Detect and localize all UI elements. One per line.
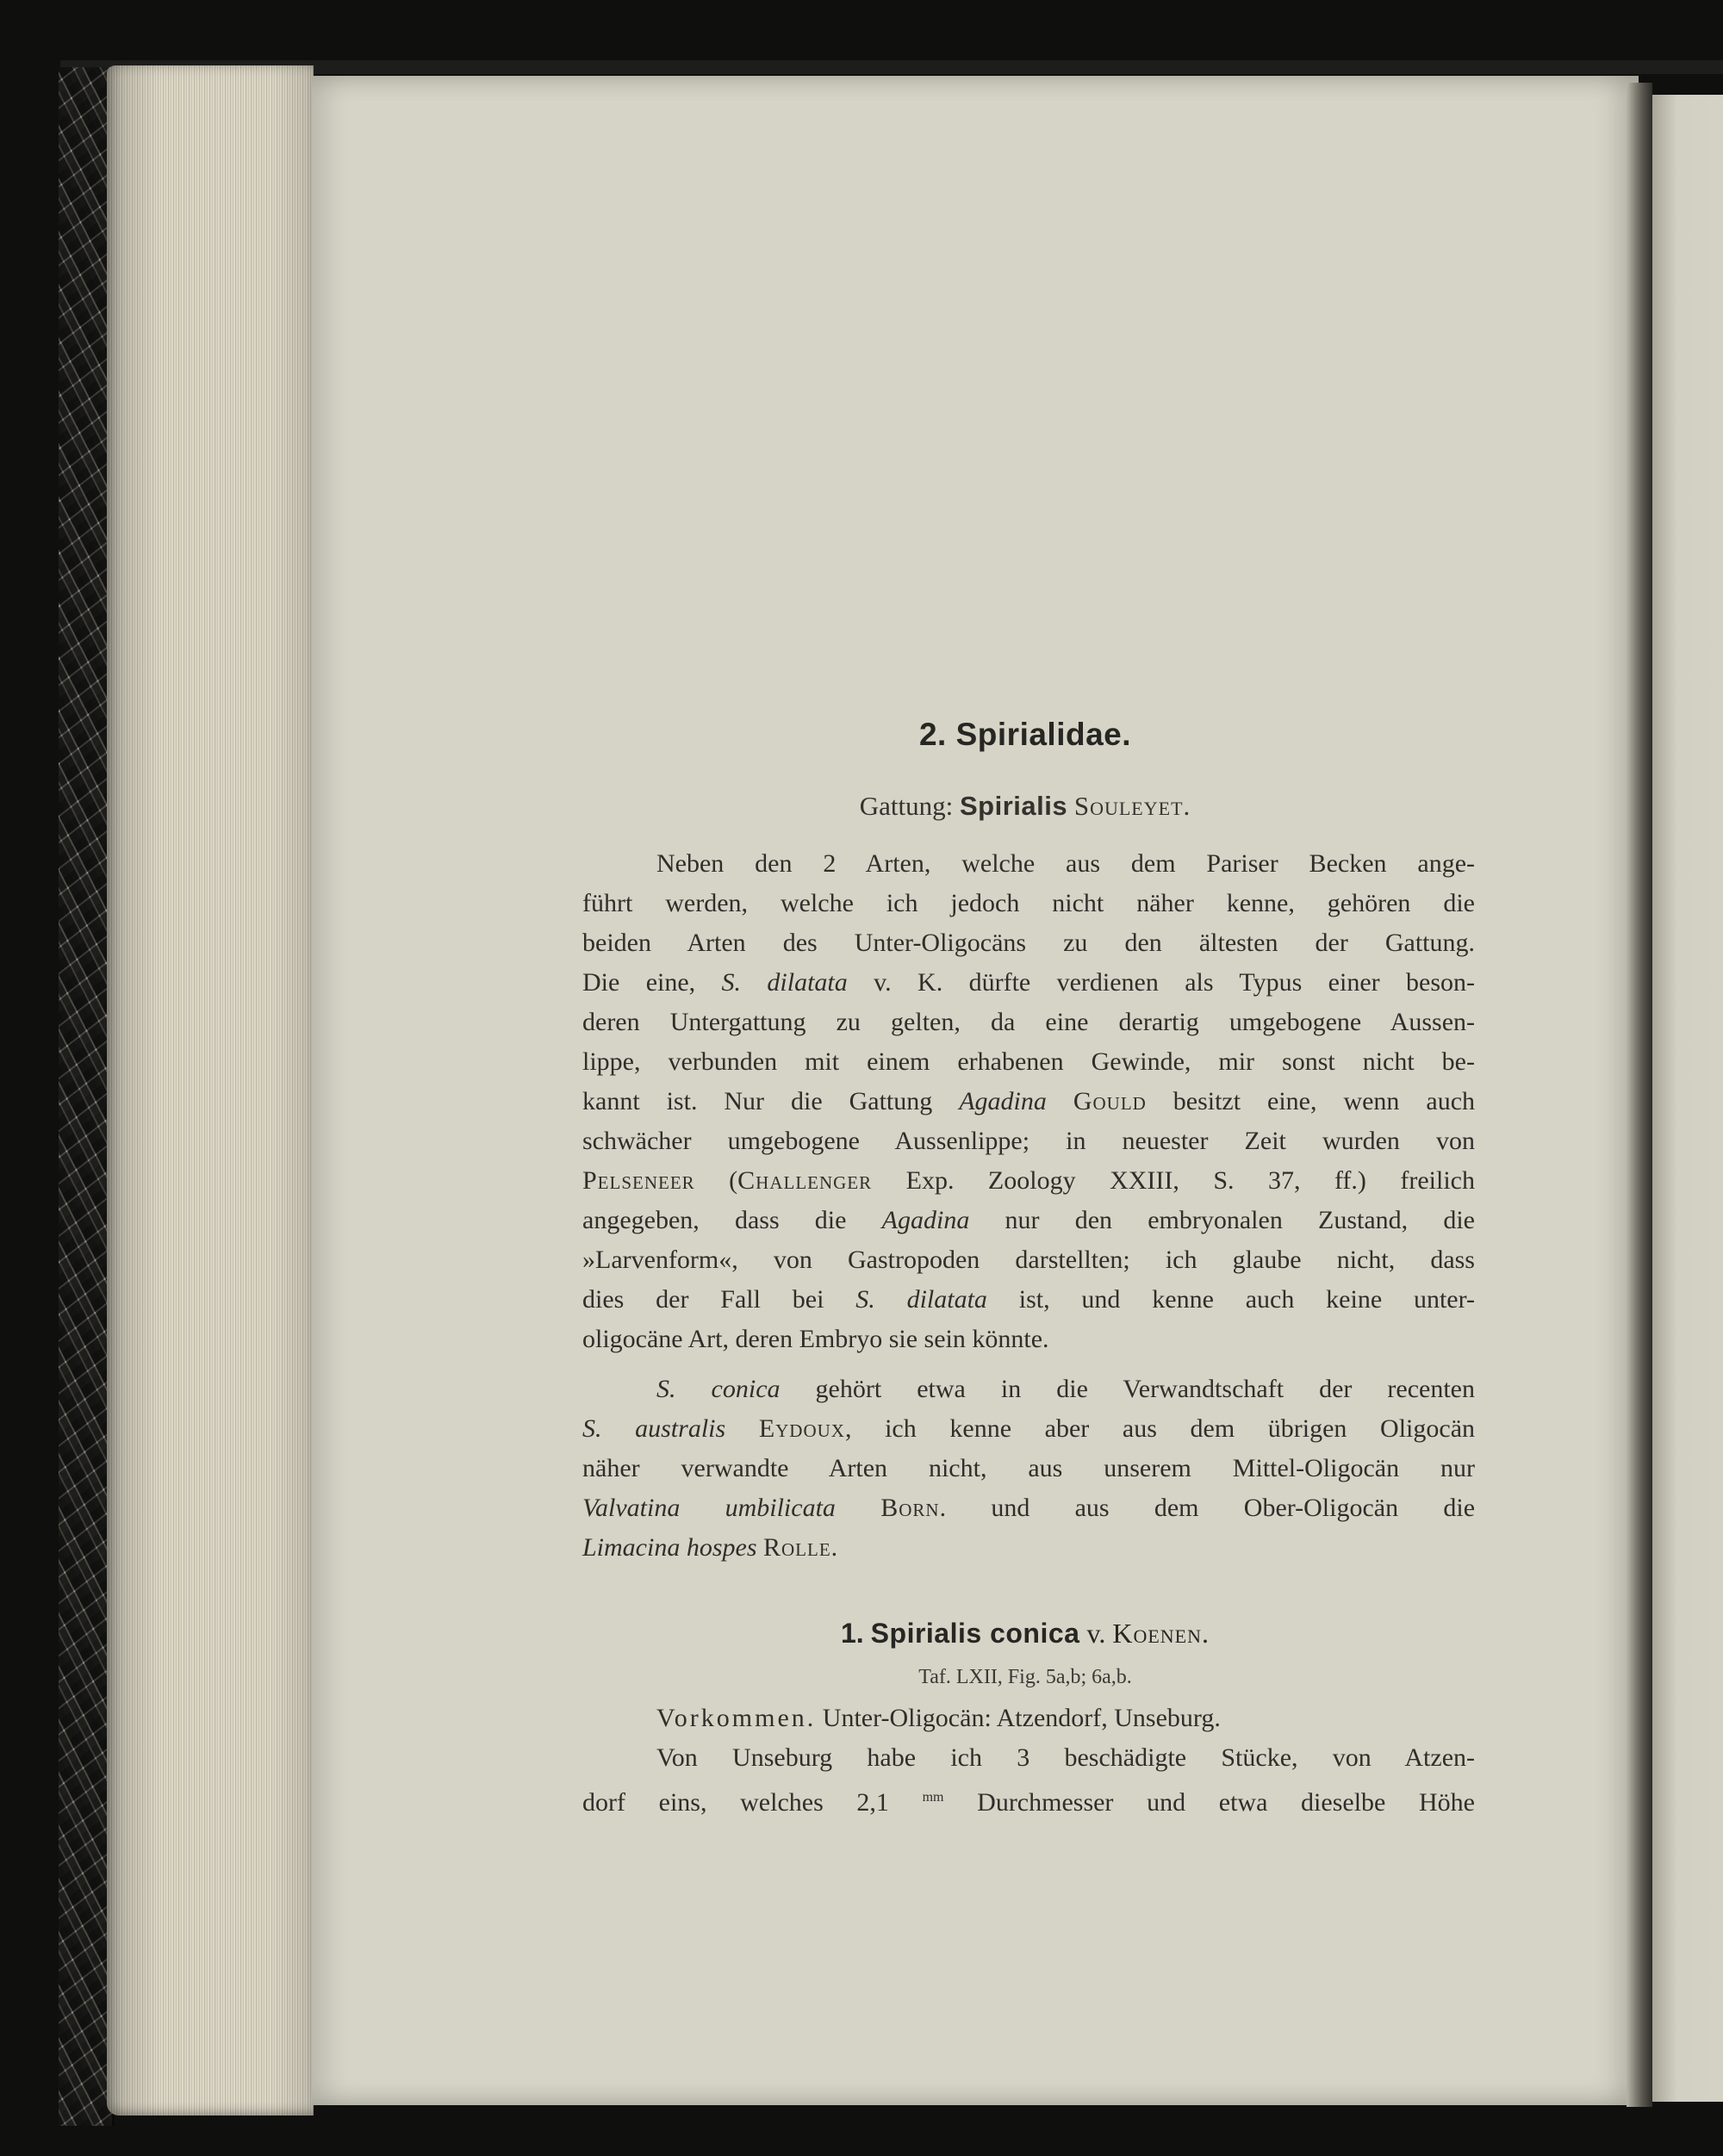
text-line bbox=[582, 1161, 1475, 1201]
text-run: dies der Fall bei bbox=[582, 1285, 856, 1314]
occurrence-text: Unter-Oligocän: Atzendorf, Unseburg. bbox=[822, 1704, 1221, 1732]
species-author: Koenen. bbox=[1112, 1618, 1210, 1649]
taxon-name: Agadina bbox=[881, 1206, 970, 1234]
text-run: Gould besitzt eine, wenn auch bbox=[1073, 1087, 1476, 1115]
taxon-name: S. dilatata bbox=[855, 1285, 987, 1314]
text-line bbox=[582, 923, 1475, 963]
paragraph-conica bbox=[582, 1370, 1475, 1568]
text-run: nur den embryonalen Zustand, die bbox=[969, 1206, 1475, 1234]
book-gutter bbox=[1627, 83, 1652, 2107]
text-run: angegeben, dass die bbox=[582, 1206, 882, 1234]
text-line bbox=[582, 1778, 1475, 1823]
text-line bbox=[582, 884, 1475, 923]
species-number: 1. bbox=[840, 1618, 864, 1649]
paragraph-intro bbox=[582, 844, 1475, 1359]
taxon-name: S. conica bbox=[656, 1375, 781, 1403]
text-run: Von Unseburg habe ich 3 beschädigte Stücke, von Atzen- bbox=[656, 1743, 1475, 1772]
section-title: 2. Spirialidae. bbox=[918, 717, 1132, 752]
text-run: führt werden, welche ich jedoch nicht näher kenne, gehören die bbox=[582, 889, 1475, 917]
genus-line bbox=[569, 791, 1482, 822]
text-line bbox=[582, 1003, 1475, 1042]
text-run: Die eine, bbox=[582, 968, 722, 997]
text-line bbox=[582, 844, 1475, 884]
text-run: gehört etwa in die Verwandtschaft der recenten bbox=[780, 1375, 1476, 1403]
paragraph-description bbox=[582, 1738, 1475, 1823]
genus-name: Spirialis bbox=[959, 791, 1068, 821]
text-line bbox=[582, 1528, 1475, 1568]
text-run: beiden Arten des Unter-Oligocäns zu den ältesten der Gattung. bbox=[582, 929, 1475, 957]
species-author-prefix: v. bbox=[1086, 1618, 1106, 1649]
text-run: v. K. dürfte verdienen als Typus einer beson- bbox=[847, 968, 1475, 997]
taxon-name: S. dilatata bbox=[721, 968, 848, 997]
text-line bbox=[582, 1320, 1475, 1359]
page-block-shade bbox=[107, 65, 314, 2116]
genus-label: Gattung: bbox=[859, 791, 954, 821]
facing-page bbox=[1652, 95, 1723, 2102]
text-run: »Larvenform«, von Gastropoden darstellten; ich glaube nicht, dass bbox=[582, 1246, 1475, 1274]
text-line bbox=[582, 1042, 1475, 1082]
text-line bbox=[582, 1488, 1475, 1528]
text-line bbox=[582, 1409, 1475, 1449]
text-run: deren Untergattung zu gelten, da eine derartig umgebogene Aussen- bbox=[582, 1008, 1475, 1036]
text-line bbox=[582, 1201, 1475, 1240]
text-line bbox=[582, 1240, 1475, 1280]
text-run: Born. und aus dem Ober-Oligocän die bbox=[880, 1494, 1476, 1522]
text-run: Durchmesser und etwa dieselbe Höhe bbox=[943, 1788, 1475, 1817]
occurrence-line bbox=[582, 1699, 1475, 1738]
taxon-name: Limacina hospes bbox=[582, 1533, 757, 1562]
text-run: dorf eins, welches 2,1 bbox=[582, 1788, 923, 1817]
text-run: schwächer umgebogene Aussenlippe; in neuester Zeit wurden von bbox=[582, 1127, 1475, 1155]
text-line bbox=[582, 1280, 1475, 1320]
text-line bbox=[582, 1082, 1475, 1121]
taxon-name: Agadina bbox=[959, 1087, 1047, 1115]
text-line bbox=[582, 963, 1475, 1003]
text-run: ist, und kenne auch keine unter- bbox=[986, 1285, 1476, 1314]
text-run: Pelseneer (Challenger Exp. Zoology XXIII, S. 37, ff.) freilich bbox=[582, 1166, 1475, 1195]
text-run: Neben den 2 Arten, welche aus dem Pariser Becken ange- bbox=[656, 849, 1475, 878]
occurrence-label: Vorkommen. bbox=[656, 1704, 817, 1732]
unit-superscript: mm bbox=[922, 1790, 944, 1805]
species-heading bbox=[569, 1618, 1482, 1650]
text-run: kannt ist. Nur die Gattung bbox=[582, 1087, 960, 1115]
text-line bbox=[582, 1738, 1475, 1778]
genus-author: Souleyet. bbox=[1073, 791, 1191, 821]
taxon-name: S. australis bbox=[582, 1414, 726, 1443]
marbled-cover-texture bbox=[59, 67, 112, 2126]
text-run: lippe, verbunden mit einem erhabenen Gewinde, mir sonst nicht be- bbox=[582, 1047, 1475, 1076]
taxon-name: Valvatina umbilicata bbox=[582, 1494, 836, 1522]
text-run: näher verwandte Arten nicht, aus unserem Mittel-Oligocän nur bbox=[582, 1454, 1475, 1482]
text-run: Eydoux, ich kenne aber aus dem übrigen Oligocän bbox=[758, 1414, 1476, 1443]
species-name: Spirialis conica bbox=[870, 1618, 1080, 1649]
text-line bbox=[582, 1449, 1475, 1488]
occurrence-text-line bbox=[582, 1699, 1475, 1738]
text-run: oligocäne Art, deren Embryo sie sein könnte. bbox=[582, 1325, 1049, 1353]
text-run: Rolle. bbox=[763, 1533, 838, 1562]
text-line bbox=[582, 1370, 1475, 1409]
plate-reference: Taf. LXII, Fig. 5a,b; 6a,b. bbox=[918, 1666, 1132, 1688]
text-line bbox=[582, 1121, 1475, 1161]
